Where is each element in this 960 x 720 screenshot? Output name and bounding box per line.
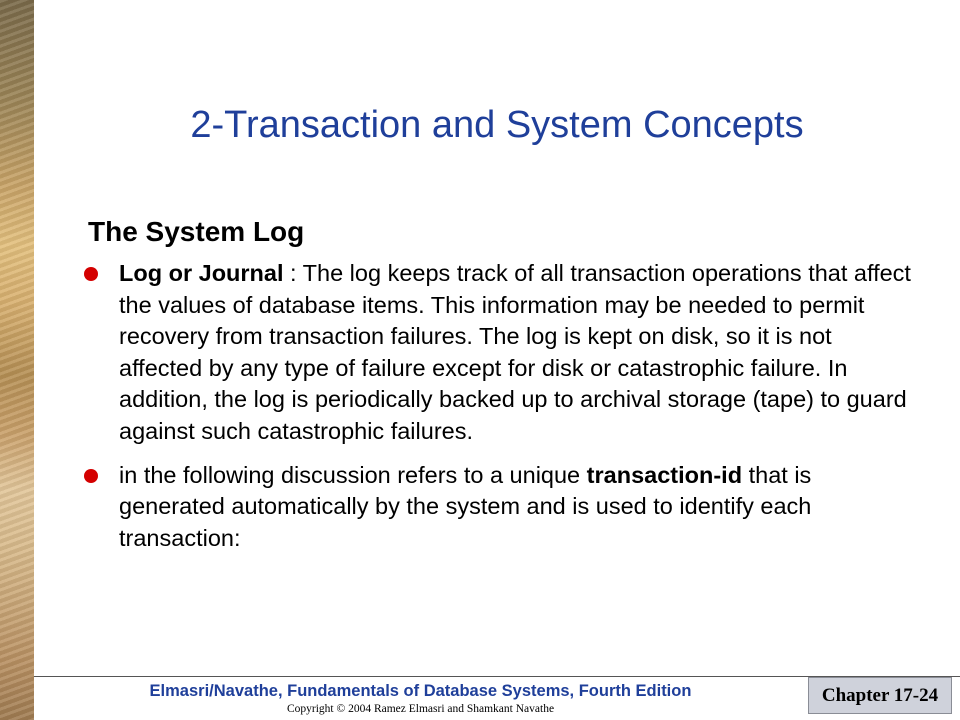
bullet-text: : The log keeps track of all transaction operations that affect the values of database items. This information may be needed to permit recovery from transaction failures. The log is kept on disk, so it is not affected by any type of failure except for disk or catastrophic failure. In addition, the log is periodically backed up to archival storage (tape) to guard against such catastrophic failures. — [119, 260, 911, 444]
section-heading: The System Log — [88, 216, 305, 247]
bullet-dot-icon — [84, 469, 98, 483]
bullet-item — [82, 460, 912, 555]
bullet-list — [82, 258, 912, 566]
bullet-bold-lead: Log or Journal — [119, 260, 284, 286]
bullet-dot-icon — [84, 267, 98, 281]
chapter-label: Chapter 17-24 — [821, 684, 939, 706]
bullet-item — [82, 258, 912, 448]
footer-copyright: Copyright © 2004 Ramez Elmasri and Shamkant Navathe — [286, 703, 555, 715]
chapter-badge — [808, 677, 952, 714]
slide-title: 2-Transaction and System Concepts — [190, 104, 804, 146]
bullet-text-before: in the following discussion refers to a unique — [119, 461, 587, 488]
bullet-bold-term: transaction-id — [586, 461, 743, 488]
decorative-side-image — [0, 0, 34, 720]
bullet-text-after: that is generated automatically by the system and is used to identify each transaction: — [119, 461, 812, 551]
footer-book-title: Elmasri/Navathe, Fundamentals of Database Systems, Fourth Edition — [149, 682, 692, 700]
